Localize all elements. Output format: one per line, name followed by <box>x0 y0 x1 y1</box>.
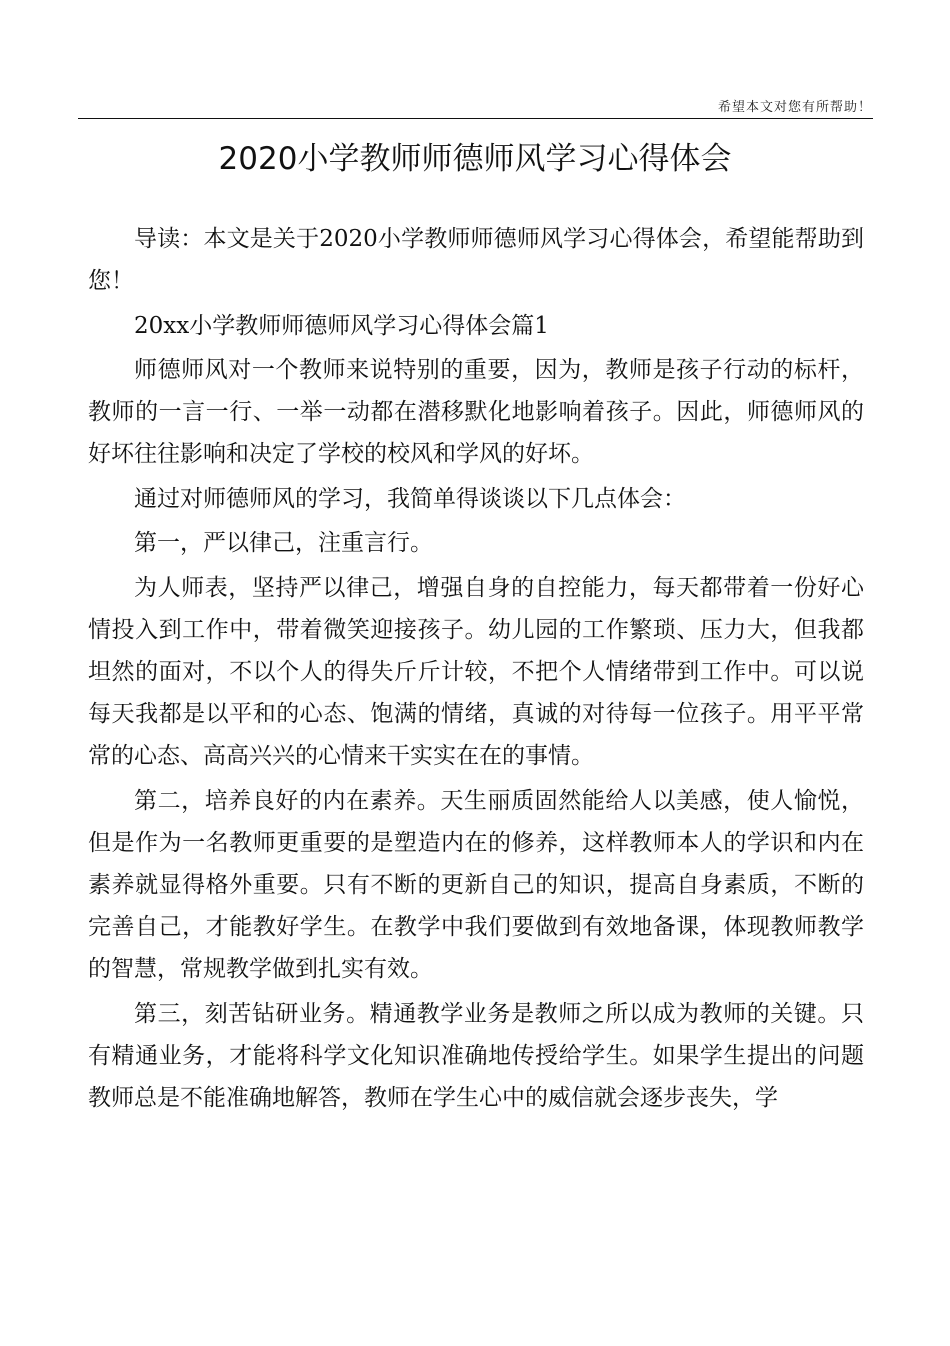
header-note: 希望本文对您有所帮助！ <box>717 100 872 115</box>
paragraph: 第三，刻苦钻研业务。精通教学业务是教师之所以成为教师的关键。只有精通业务，才能将科学文化知识准确地传授给学生。如果学生提出的问题教师总是不能准确地解答，教师在学生心中的威信就会逐步丧失，学 <box>88 1001 864 1111</box>
paragraph: 师德师风对一个教师来说特别的重要，因为，教师是孩子行动的标杆，教师的一言一行、一举一动都在潜移默化地影响着孩子。因此，师德师风的好坏往往影响和决定了学校的校风和学风的好坏。 <box>88 357 864 467</box>
paragraph: 为人师表，坚持严以律己，增强自身的自控能力，每天都带着一份好心情投入到工作中，带着微笑迎接孩子。幼儿园的工作繁琐、压力大，但我都坦然的面对，不以个人的得失斤斤计较，不把个人情绪带到工作中。可以说每天我都是以平和的心态、饱满的情绪，真诚的对待每一位孩子。用平平常常的心态、高高兴兴的心情来干实实在在的事情。 <box>88 575 864 769</box>
paragraph-intro: 导读：本文是关于2020小学教师师德师风学习心得体会，希望能帮助到您！ <box>88 226 864 294</box>
paragraph: 第二，培养良好的内在素养。天生丽质固然能给人以美感，使人愉悦，但是作为一名教师更重要的是塑造内在的修养，这样教师本人的学识和内在素养就显得格外重要。只有不断的更新自己的知识，提高自身素质，不断的完善自己，才能教好学生。在教学中我们要做到有效地备课，体现教师教学的智慧，常规教学做到扎实有效。 <box>88 788 864 982</box>
document-title: 2020小学教师师德师风学习心得体会 <box>218 141 732 177</box>
paragraph: 第一，严以律己，注重言行。 <box>134 530 433 556</box>
header-divider <box>78 118 873 119</box>
paragraph: 通过对师德师风的学习，我简单得谈谈以下几点体会： <box>134 485 686 512</box>
document-body <box>88 218 864 1122</box>
paragraph-section-heading: 20xx小学教师师德师风学习心得体会篇1 <box>134 312 549 339</box>
